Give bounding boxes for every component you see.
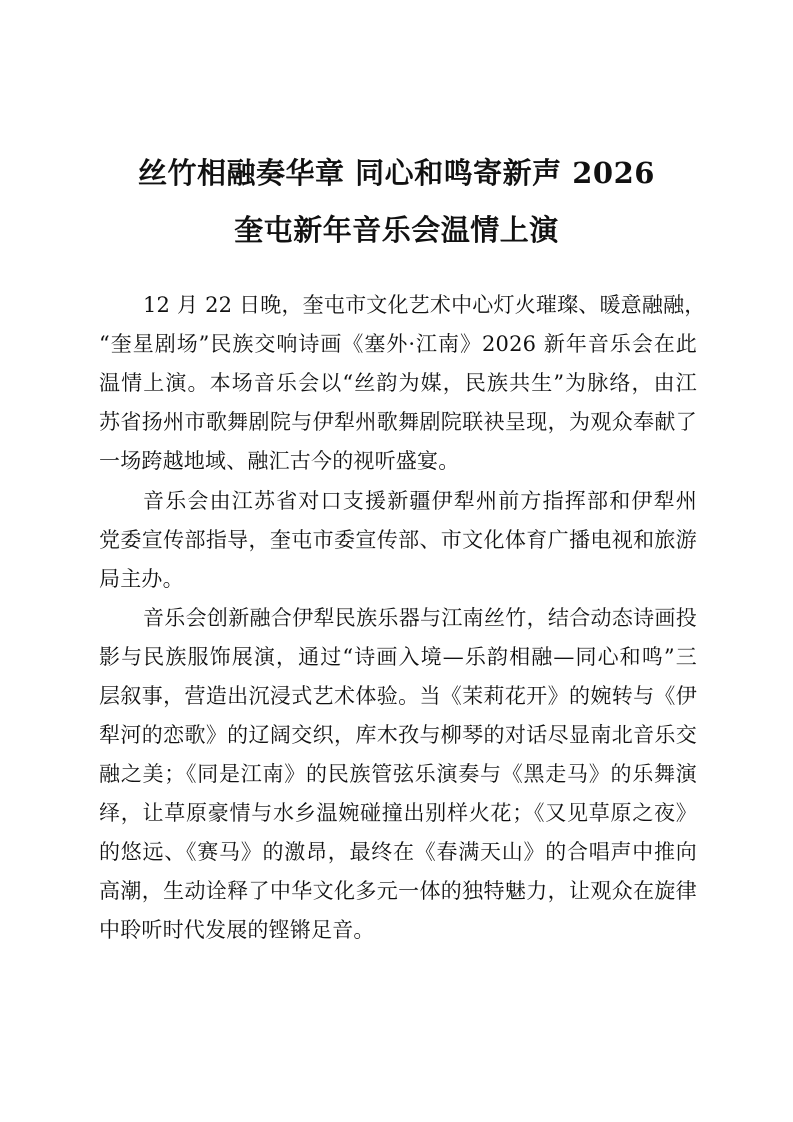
paragraph-2 xyxy=(99,482,697,599)
paragraph-line: “奎星剧场”民族交响诗画《塞外·江南》2026 新年音乐会在此 xyxy=(99,332,697,356)
paragraph-line: 中聆听时代发展的铿锵足音。 xyxy=(99,918,375,942)
paragraph-line: 局主办。 xyxy=(99,567,184,591)
paragraph-line: 音乐会创新融合伊犁民族乐器与江南丝竹，结合动态诗画投 xyxy=(143,606,697,630)
paragraph-line: 苏省扬州市歌舞剧院与伊犁州歌舞剧院联袂呈现，为观众奉献了 xyxy=(99,410,697,434)
paragraph-line: 的悠远、《赛马》的激昂，最终在《春满天山》的合唱声中推向 xyxy=(99,840,697,864)
paragraph-line: 绎，让草原豪情与水乡温婉碰撞出别样火花；《又见草原之夜》 xyxy=(99,801,697,825)
paragraph-line: 温情上演。本场音乐会以“丝韵为媒，民族共生”为脉络，由江 xyxy=(99,371,697,395)
paragraph-line: 融之美；《同是江南》的民族管弦乐演奏与《黑走马》的乐舞演 xyxy=(99,762,697,786)
paragraph-line: 影与民族服饰展演，通过“诗画入境—乐韵相融—同心和鸣”三 xyxy=(99,645,697,669)
paragraph-line: 高潮，生动诠释了中华文化多元一体的独特魅力，让观众在旋律 xyxy=(99,879,697,903)
document-title-line-1: 丝竹相融奏华章 同心和鸣寄新声 2026 xyxy=(138,156,655,190)
paragraph-line: 党委宣传部指导，奎屯市委宣传部、市文化体育广播电视和旅游 xyxy=(99,528,697,552)
document-title-line-2: 奎屯新年音乐会温情上演 xyxy=(234,213,559,247)
paragraph-1 xyxy=(99,286,706,481)
paragraph-line: 层叙事，营造出沉浸式艺术体验。当《茉莉花开》的婉转与《伊 xyxy=(99,684,697,708)
paragraph-3 xyxy=(99,599,697,950)
paragraph-line: 犁河的恋歌》的辽阔交织，库木孜与柳琴的对话尽显南北音乐交 xyxy=(99,723,697,747)
paragraph-line: 音乐会由江苏省对口支援新疆伊犁州前方指挥部和伊犁州 xyxy=(143,489,697,513)
paragraph-line: 一场跨越地域、融汇古今的视听盛宴。 xyxy=(99,449,460,473)
paragraph-line: 12 月 22 日晚，奎屯市文化艺术中心灯火璀璨、暖意融融， xyxy=(143,293,706,317)
